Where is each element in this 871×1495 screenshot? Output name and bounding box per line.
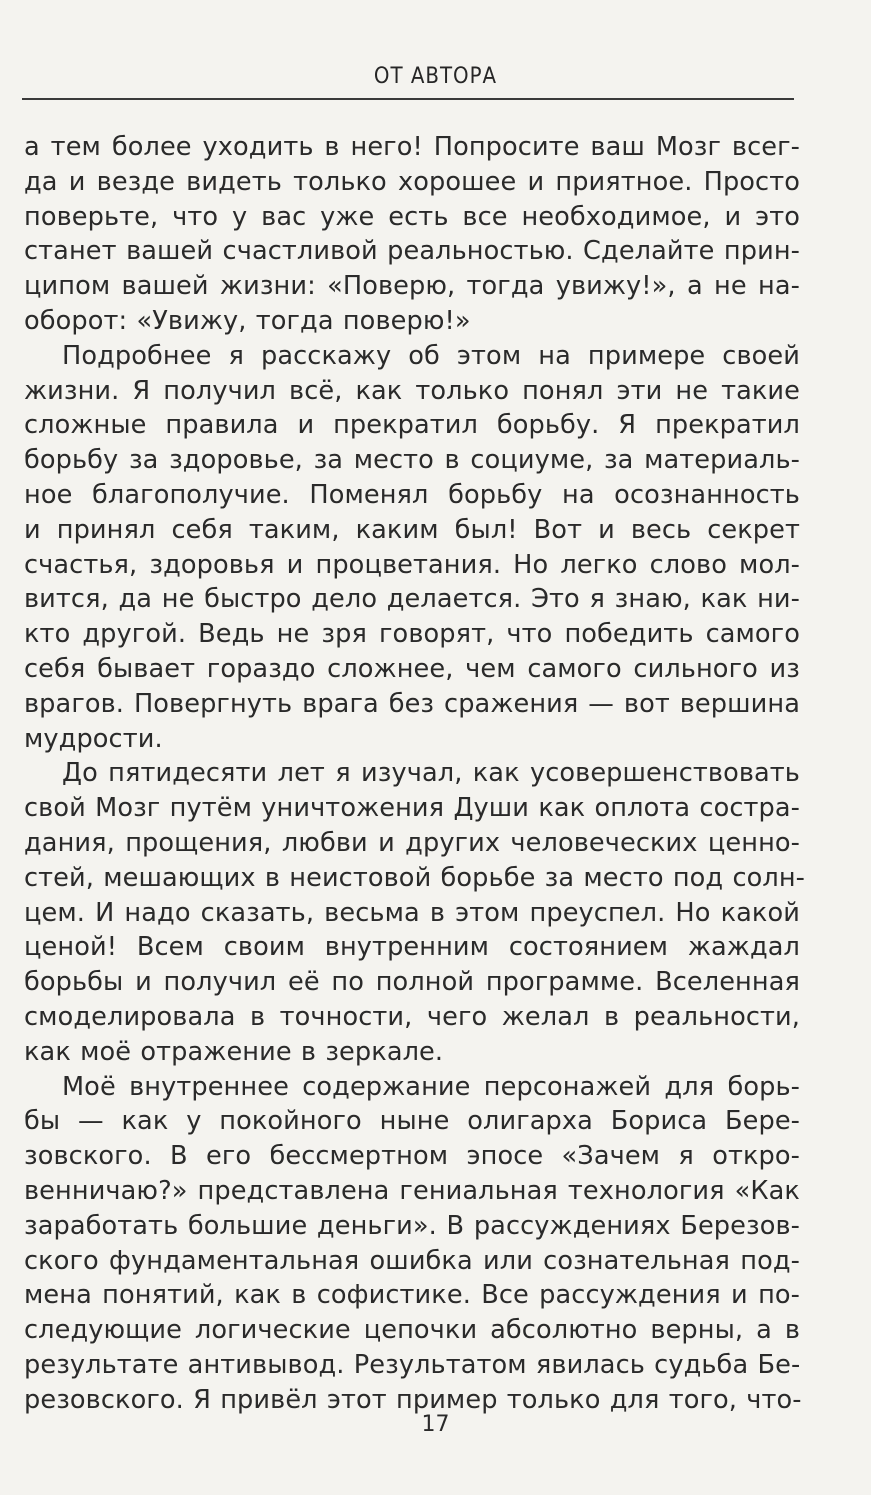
text-line: оборот: «Увижу, тогда поверю!» [24,305,471,336]
text-line: Моё внутреннее содержание персонажей для борь- [62,1071,800,1102]
text-line: заработать большие деньги». В рассуждениях Березов- [24,1210,800,1241]
text-line: ского фундаментальная ошибка или сознательная под- [24,1245,800,1276]
text-line: как моё отражение в зеркале. [24,1036,444,1067]
running-header [0,64,871,89]
text-line: жизни. Я получил всё, как только понял эти не такие [24,375,800,406]
text-line: резовского. Я привёл этот пример только для того, что- [24,1384,802,1415]
text-line: следующие логические цепочки абсолютно верны, а в [24,1315,800,1346]
text-line: Подробнее я расскажу об этом на примере своей [62,340,800,371]
text-line: ное благополучие. Поменял борьбу на осознанность [24,479,800,510]
text-line: дания, прощения, любви и других человеческих ценно- [24,827,800,858]
text-line: врагов. Повергнуть врага без сражения — вот вершина [24,688,800,719]
text-line: зовского. В его бессмертном эпосе «Зачем я откро- [24,1141,800,1172]
text-line: себя бывает гораздо сложнее, чем самого сильного из [24,653,800,684]
text-line: да и везде видеть только хорошее и приятное. Просто [24,166,800,197]
text-line: борьбы и получил её по полной программе. Вселенная [24,967,800,998]
body-text [24,130,806,1417]
text-line: поверьте, что у вас уже есть все необходимое, и это [24,201,800,232]
running-title: ОТ АВТОРА [362,64,509,89]
text-line: результате антивывод. Результатом явилась судьба Бе- [24,1349,801,1380]
text-line: кто другой. Ведь не зря говорят, что победить самого [24,619,800,650]
text-line: сложные правила и прекратил борьбу. Я прекратил [24,410,800,441]
text-line: и принял себя таким, каким был! Вот и весь секрет [24,514,800,545]
text-line: свой Мозг путём уничтожения Души как оплота состра- [24,793,800,824]
page-number: 17 [421,1412,450,1437]
text-line: а тем более уходить в него! Попросите ваш Мозг всег- [24,132,800,162]
text-line: мудрости. [24,723,163,754]
text-line: станет вашей счастливой реальностью. Сделайте прин- [24,236,800,267]
text-line: борьбу за здоровье, за место в социуме, за материаль- [24,445,800,476]
text-line: смоделировала в точности, чего желал в реальности, [24,1001,800,1032]
text-line: ценой! Всем своим внутренним состоянием жаждал [24,932,800,963]
text-line: счастья, здоровья и процветания. Но легко слово мол- [24,549,800,580]
text-line: стей, мешающих в неистовой борьбе за место под солн- [24,862,806,893]
text-line: мена понятий, как в софистике. Все рассуждения и по- [24,1280,800,1311]
text-line: ципом вашей жизни: «Поверю, тогда увижу!», а не на- [24,271,800,302]
text-line: цем. И надо сказать, весьма в этом преуспел. Но какой [24,897,800,928]
text-line: вится, да не быстро дело делается. Это я знаю, как ни- [24,584,800,615]
header-rule [22,98,794,100]
text-line: венничаю?» представлена гениальная технология «Как [24,1175,800,1206]
text-line: До пятидесяти лет я изучал, как усовершенствовать [62,758,800,789]
text-line: бы — как у покойного ныне олигарха Бориса Бере- [24,1106,800,1137]
